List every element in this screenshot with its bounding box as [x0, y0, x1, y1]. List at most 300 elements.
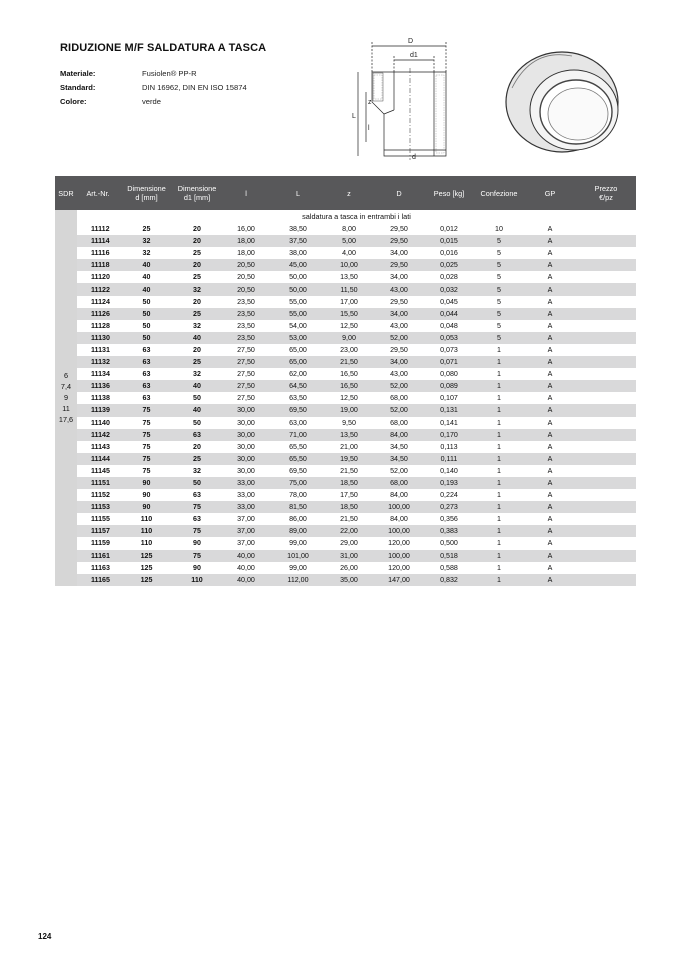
cell-L: 45,00: [272, 259, 324, 271]
cell-prezzo: [576, 550, 636, 562]
table-row: [55, 465, 636, 477]
table-row: [55, 501, 636, 513]
cell-gp: A: [547, 321, 553, 330]
table-row: [55, 537, 636, 549]
cell-L: 99,00: [289, 563, 307, 572]
cell-peso: 0,170: [424, 429, 474, 441]
cell-z: 18,50: [324, 477, 374, 489]
cell-prezzo: [576, 562, 636, 574]
cell-prezzo: [576, 417, 636, 429]
cell-l: 30,00: [220, 429, 272, 441]
cell-l: 30,00: [237, 442, 255, 451]
cell-dim-d1: 25: [193, 273, 201, 282]
cell-art-nr: 11157: [77, 525, 119, 537]
cell-D: 34,50: [390, 442, 408, 451]
cell-dim-d1: 75: [174, 501, 220, 513]
cell-z: 4,00: [342, 249, 356, 258]
cell-prezzo: [576, 283, 636, 295]
cell-dim-d: 125: [119, 550, 174, 562]
header-art-nr: Art.-Nr.: [77, 176, 119, 210]
property-value: verde: [142, 97, 161, 106]
cell-L: 69,50: [272, 404, 324, 416]
cell-dim-d1: 63: [193, 491, 201, 500]
cell-z: 31,00: [324, 550, 374, 562]
cell-confezione: 5: [497, 321, 501, 330]
cell-dim-d: 90: [119, 501, 174, 513]
cell-dim-d1: 25: [174, 356, 220, 368]
table-row: [55, 477, 636, 489]
cell-art-nr: 11138: [91, 394, 110, 403]
cell-z: 21,50: [340, 466, 358, 475]
cell-prezzo: [576, 380, 636, 392]
table-row: [55, 320, 636, 332]
header-L: L: [272, 176, 324, 210]
cell-z: 16,50: [340, 370, 358, 379]
cell-art-nr: 11126: [77, 308, 119, 320]
table-row: [55, 417, 636, 429]
cell-confezione: 1: [474, 356, 524, 368]
cell-l: 23,50: [237, 297, 255, 306]
cell-prezzo: [576, 259, 636, 271]
cell-dim-d1: 25: [193, 249, 201, 258]
sdr-value: 7,4: [60, 382, 72, 392]
cell-l: 20,50: [220, 283, 272, 295]
cell-prezzo: [576, 223, 636, 235]
cell-l: 20,50: [237, 273, 255, 282]
cell-peso: 0,500: [440, 539, 458, 548]
cell-peso: 0,113: [440, 442, 458, 451]
cell-art-nr: 11130: [77, 332, 119, 344]
cell-gp: A: [547, 394, 553, 403]
cell-peso: 0,080: [440, 370, 458, 379]
cell-dim-d: 32: [119, 235, 174, 247]
cell-D: 68,00: [390, 394, 408, 403]
cell-gp: A: [524, 429, 576, 441]
table-subheader: saldatura a tasca in entrambi i lati: [302, 211, 411, 221]
cell-D: 68,00: [374, 477, 424, 489]
property-color: [60, 95, 247, 109]
cell-dim-d: 75: [142, 442, 151, 451]
product-table: [55, 176, 636, 586]
sdr-value: 6: [63, 371, 69, 381]
cell-L: 99,00: [289, 539, 307, 548]
cell-D: 29,50: [390, 225, 408, 234]
cell-z: 21,00: [340, 442, 358, 451]
cell-confezione: 1: [497, 394, 501, 403]
cell-art-nr: 11124: [91, 297, 110, 306]
cell-dim-d: 40: [142, 273, 151, 282]
cell-z: 22,00: [324, 525, 374, 537]
cell-peso: 0,383: [424, 525, 474, 537]
property-value: Fusiolen® PP-R: [142, 69, 197, 78]
cell-z: 35,00: [324, 574, 374, 586]
cell-confezione: 5: [497, 273, 501, 282]
cell-L: 78,00: [289, 491, 307, 500]
cell-dim-d1: 32: [193, 466, 201, 475]
cell-gp: A: [524, 404, 576, 416]
cell-z: 11,50: [324, 283, 374, 295]
cell-gp: A: [547, 345, 553, 354]
label-d: d: [412, 154, 416, 161]
label-z: z: [368, 99, 372, 106]
cell-peso: 0,032: [424, 283, 474, 295]
header-z: z: [324, 176, 374, 210]
cell-D: 43,00: [390, 370, 408, 379]
cell-peso: 0,356: [440, 515, 458, 524]
cell-L: 71,00: [272, 429, 324, 441]
cell-dim-d: 125: [140, 563, 153, 572]
cell-dim-d: 50: [119, 308, 174, 320]
cell-dim-d: 25: [142, 225, 151, 234]
property-standard: [60, 81, 247, 95]
cell-dim-d: 50: [119, 332, 174, 344]
cell-art-nr: 11132: [77, 356, 119, 368]
table-row: [55, 344, 636, 356]
cell-peso: 0,141: [440, 418, 458, 427]
cell-art-nr: 11152: [91, 491, 110, 500]
cell-gp: A: [524, 235, 576, 247]
cell-gp: A: [524, 356, 576, 368]
table-row: [55, 223, 636, 235]
cell-dim-d1: 20: [193, 345, 201, 354]
table-row: [55, 356, 636, 368]
property-label: Standard:: [60, 83, 96, 92]
cell-confezione: 1: [497, 370, 501, 379]
cell-gp: A: [547, 539, 553, 548]
cell-art-nr: 11144: [77, 453, 119, 465]
cell-z: 21,50: [340, 515, 358, 524]
cell-peso: 0,107: [440, 394, 458, 403]
cell-z: 23,00: [340, 345, 358, 354]
cell-art-nr: 11140: [91, 418, 110, 427]
cell-prezzo: [576, 404, 636, 416]
cell-D: 100,00: [374, 525, 424, 537]
cell-D: 43,00: [390, 321, 408, 330]
cell-dim-d1: 32: [193, 321, 201, 330]
cell-dim-d1: 75: [174, 525, 220, 537]
cell-L: 50,00: [272, 283, 324, 295]
cell-z: 13,50: [324, 429, 374, 441]
cell-art-nr: 11139: [77, 404, 119, 416]
cell-peso: 0,224: [440, 491, 458, 500]
label-L: L: [352, 113, 356, 120]
cell-z: 19,50: [324, 453, 374, 465]
cell-D: 34,00: [390, 273, 408, 282]
cell-D: 52,00: [374, 380, 424, 392]
cell-gp: A: [524, 380, 576, 392]
cell-dim-d: 50: [142, 321, 151, 330]
cell-gp: A: [524, 550, 576, 562]
cell-z: 29,00: [340, 539, 358, 548]
cell-prezzo: [576, 320, 636, 332]
cell-D: 34,00: [374, 308, 424, 320]
table-row: [55, 429, 636, 441]
cell-gp: A: [547, 442, 553, 451]
cell-dim-d1: 32: [174, 283, 220, 295]
cell-prezzo: [576, 332, 636, 344]
cell-D: 84,00: [374, 429, 424, 441]
cell-confezione: 1: [497, 539, 501, 548]
table-row: [55, 308, 636, 320]
cell-prezzo: [576, 489, 636, 501]
cell-confezione: 1: [474, 574, 524, 586]
cell-D: 52,00: [374, 404, 424, 416]
cell-L: 53,00: [272, 332, 324, 344]
cell-confezione: 1: [497, 563, 501, 572]
cell-dim-d1: 75: [174, 550, 220, 562]
cell-gp: A: [547, 249, 553, 258]
cell-confezione: 1: [474, 501, 524, 513]
cell-peso: 0,588: [440, 563, 458, 572]
table-row: [55, 247, 636, 259]
cell-gp: A: [547, 563, 553, 572]
cell-peso: 0,044: [424, 308, 474, 320]
cell-z: 5,00: [324, 235, 374, 247]
cell-confezione: 1: [474, 429, 524, 441]
cell-prezzo: [576, 368, 636, 380]
cell-L: 69,50: [289, 466, 307, 475]
cell-prezzo: [576, 465, 636, 477]
cell-gp: A: [547, 297, 553, 306]
property-material: [60, 67, 247, 81]
cell-prezzo: [576, 247, 636, 259]
cell-gp: A: [547, 515, 553, 524]
cell-dim-d1: 40: [174, 332, 220, 344]
cell-L: 62,00: [289, 370, 307, 379]
table-row: [55, 259, 636, 271]
cell-D: 43,00: [374, 283, 424, 295]
cell-prezzo: [576, 441, 636, 453]
cell-art-nr: 11114: [77, 235, 119, 247]
cell-z: 26,00: [340, 563, 358, 572]
cell-D: 29,50: [390, 297, 408, 306]
cell-dim-d1: 40: [174, 404, 220, 416]
cell-dim-d1: 63: [193, 515, 201, 524]
cell-L: 81,50: [272, 501, 324, 513]
table-row: [55, 525, 636, 537]
cell-prezzo: [576, 271, 636, 283]
cell-dim-d1: 50: [193, 394, 201, 403]
table-row: [55, 574, 636, 586]
cell-confezione: 1: [497, 418, 501, 427]
cell-D: 147,00: [374, 574, 424, 586]
cell-prezzo: [576, 453, 636, 465]
cell-gp: A: [524, 477, 576, 489]
cell-dim-d: 63: [142, 394, 151, 403]
cell-dim-d1: 20: [174, 235, 220, 247]
cell-confezione: 5: [474, 308, 524, 320]
cell-L: 55,00: [289, 297, 307, 306]
cell-confezione: 5: [497, 249, 501, 258]
cell-D: 29,50: [390, 345, 408, 354]
cell-L: 112,00: [272, 574, 324, 586]
cell-art-nr: 11153: [77, 501, 119, 513]
cell-peso: 0,025: [424, 259, 474, 271]
cell-dim-d1: 20: [193, 442, 201, 451]
cell-peso: 0,012: [440, 225, 458, 234]
cell-peso: 0,273: [424, 501, 474, 513]
cell-gp: A: [524, 308, 576, 320]
cell-L: 38,00: [289, 249, 307, 258]
cell-confezione: 5: [497, 297, 501, 306]
cell-L: 64,50: [272, 380, 324, 392]
cell-D: 29,50: [374, 235, 424, 247]
cell-dim-d: 75: [119, 453, 174, 465]
cell-dim-d: 110: [140, 515, 153, 524]
cell-dim-d: 110: [140, 539, 153, 548]
cell-l: 18,00: [220, 235, 272, 247]
table-row: [55, 453, 636, 465]
cell-art-nr: 11128: [91, 321, 110, 330]
cell-gp: A: [547, 273, 553, 282]
cell-dim-d: 110: [119, 525, 174, 537]
cell-peso: 0,518: [424, 550, 474, 562]
cell-z: 19,00: [324, 404, 374, 416]
cell-D: 84,00: [390, 491, 408, 500]
cell-confezione: 1: [497, 466, 501, 475]
cell-D: 52,00: [390, 466, 408, 475]
cell-z: 18,50: [324, 501, 374, 513]
cell-l: 33,00: [237, 491, 255, 500]
cell-art-nr: 11134: [91, 370, 110, 379]
cell-L: 65,00: [289, 345, 307, 354]
cell-peso: 0,832: [424, 574, 474, 586]
cell-prezzo: [576, 235, 636, 247]
cell-peso: 0,089: [424, 380, 474, 392]
cell-confezione: 10: [495, 225, 503, 234]
cell-z: 10,00: [324, 259, 374, 271]
cell-dim-d1: 32: [193, 370, 201, 379]
cell-dim-d1: 25: [174, 453, 220, 465]
sdr-cell: [55, 210, 77, 586]
cell-gp: A: [524, 259, 576, 271]
cell-z: 9,00: [324, 332, 374, 344]
cell-L: 101,00: [272, 550, 324, 562]
sdr-value: 17,6: [58, 415, 74, 425]
header-gp: GP: [524, 176, 576, 210]
table-row: [55, 380, 636, 392]
properties-list: [60, 67, 247, 109]
header-prezzo: Prezzo €/pz: [576, 176, 636, 210]
cell-confezione: 1: [474, 477, 524, 489]
cell-peso: 0,048: [440, 321, 458, 330]
cell-l: 30,00: [220, 404, 272, 416]
cell-D: 52,00: [374, 332, 424, 344]
property-label: Materiale:: [60, 69, 96, 78]
page-number: 124: [38, 932, 52, 941]
cell-D: 120,00: [388, 539, 410, 548]
cell-L: 89,00: [272, 525, 324, 537]
cell-art-nr: 11118: [77, 259, 119, 271]
cell-D: 100,00: [374, 550, 424, 562]
cell-confezione: 5: [474, 259, 524, 271]
cell-l: 33,00: [220, 477, 272, 489]
table-row: [55, 283, 636, 295]
cell-prezzo: [576, 501, 636, 513]
cell-dim-d1: 40: [174, 380, 220, 392]
cell-z: 15,50: [324, 308, 374, 320]
cell-D: 120,00: [388, 563, 410, 572]
page-title: RIDUZIONE M/F SALDATURA A TASCA: [60, 42, 267, 54]
cell-art-nr: 11145: [91, 466, 110, 475]
label-D: D: [408, 38, 414, 45]
header-l: l: [220, 176, 272, 210]
cell-l: 27,50: [220, 356, 272, 368]
cell-dim-d: 75: [142, 418, 151, 427]
header-peso: Peso [kg]: [424, 176, 474, 210]
cell-D: 84,00: [390, 515, 408, 524]
cell-confezione: 1: [474, 404, 524, 416]
cell-dim-d: 90: [142, 491, 151, 500]
cell-dim-d: 75: [119, 404, 174, 416]
cell-art-nr: 11159: [91, 539, 110, 548]
cell-dim-d1: 25: [174, 308, 220, 320]
cell-peso: 0,111: [424, 453, 474, 465]
cell-l: 27,50: [237, 370, 255, 379]
table-row: [55, 332, 636, 344]
cell-dim-d: 40: [119, 283, 174, 295]
cell-dim-d1: 50: [174, 477, 220, 489]
cell-l: 27,50: [237, 394, 255, 403]
cell-prezzo: [576, 308, 636, 320]
cell-l: 23,50: [237, 321, 255, 330]
cell-L: 50,00: [289, 273, 307, 282]
cell-peso: 0,016: [440, 249, 458, 258]
cell-art-nr: 11120: [91, 273, 110, 282]
cell-z: 17,00: [340, 297, 358, 306]
cell-gp: A: [524, 332, 576, 344]
cell-gp: A: [524, 574, 576, 586]
cell-L: 65,50: [272, 453, 324, 465]
cell-confezione: 1: [497, 442, 501, 451]
cell-gp: A: [547, 466, 553, 475]
cell-dim-d1: 50: [193, 418, 201, 427]
cell-L: 37,50: [272, 235, 324, 247]
cell-l: 27,50: [220, 380, 272, 392]
cell-dim-d1: 63: [174, 429, 220, 441]
table-row: [55, 235, 636, 247]
sdr-value: 11: [62, 404, 70, 414]
cell-D: 100,00: [374, 501, 424, 513]
cell-dim-d: 90: [119, 477, 174, 489]
cell-art-nr: 11165: [77, 574, 119, 586]
cell-art-nr: 11142: [77, 429, 119, 441]
cell-L: 38,50: [289, 225, 307, 234]
cell-art-nr: 11155: [91, 515, 110, 524]
cell-confezione: 5: [474, 235, 524, 247]
cell-l: 16,00: [237, 225, 255, 234]
cell-confezione: 1: [474, 453, 524, 465]
cell-dim-d1: 110: [174, 574, 220, 586]
cell-z: 13,50: [340, 273, 358, 282]
cell-l: 40,00: [220, 550, 272, 562]
cell-peso: 0,053: [424, 332, 474, 344]
cell-z: 9,50: [342, 418, 356, 427]
cell-prezzo: [576, 525, 636, 537]
cell-l: 40,00: [220, 574, 272, 586]
header-D: D: [374, 176, 424, 210]
cell-L: 75,00: [272, 477, 324, 489]
table-row: [55, 513, 636, 525]
table-row: [55, 392, 636, 404]
cell-confezione: 1: [474, 550, 524, 562]
cell-z: 12,50: [340, 321, 358, 330]
table-row: [55, 271, 636, 283]
cell-gp: A: [524, 525, 576, 537]
cell-peso: 0,073: [440, 345, 458, 354]
table-row: [55, 404, 636, 416]
cell-gp: A: [547, 491, 553, 500]
